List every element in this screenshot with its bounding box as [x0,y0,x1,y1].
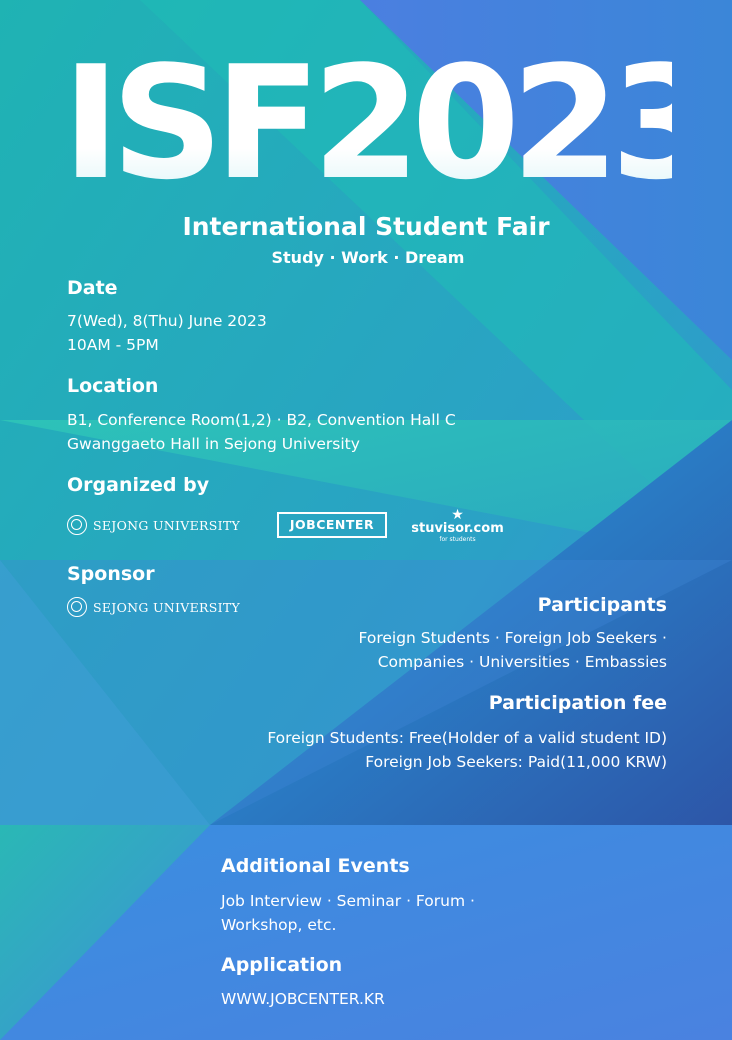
date-line-2: 10AM - 5PM [67,336,159,354]
event-subtitle: International Student Fair [182,212,550,241]
additional-events-line-2: Workshop, etc. [221,916,337,934]
sponsor-logo-text: SEJONG UNIVERSITY [93,599,241,615]
application-heading: Application [221,954,343,976]
fee-heading: Participation fee [488,692,667,714]
date-heading: Date [67,277,118,299]
seal-icon [67,515,87,535]
jobcenter-logo: JOBCENTER [277,512,387,538]
organized-by-heading: Organized by [67,474,210,496]
stuvisor-logo [410,508,505,543]
sponsor-sejong-logo [67,597,240,617]
fee-line-1: Foreign Students: Free(Holder of a valid student ID) [267,729,667,747]
fee-line-2: Foreign Job Seekers: Paid(11,000 KRW) [365,753,667,771]
sejong-university-logo [67,515,240,535]
seal-icon [67,597,87,617]
additional-events-line-1: Job Interview · Seminar · Forum · [221,892,475,910]
event-tagline: Study · Work · Dream [271,248,465,267]
stuvisor-logo-text: stuvisor.com [411,521,504,536]
participants-heading: Participants [537,594,667,616]
sponsor-heading: Sponsor [67,563,155,585]
location-heading: Location [67,375,159,397]
star-icon: ★ [451,507,464,523]
date-line-1: 7(Wed), 8(Thu) June 2023 [67,312,267,330]
participants-line-1: Foreign Students · Foreign Job Seekers · [358,629,667,647]
sejong-logo-text: SEJONG UNIVERSITY [93,517,241,533]
location-line-2: Gwanggaeto Hall in Sejong University [67,435,360,453]
stuvisor-logo-subtext: for students [439,536,476,543]
additional-events-heading: Additional Events [221,855,410,877]
location-line-1: B1, Conference Room(1,2) · B2, Convention Hall C [67,411,456,429]
participants-line-2: Companies · Universities · Embassies [377,653,667,671]
application-url[interactable]: WWW.JOBCENTER.KR [221,990,385,1008]
event-title: ISF2023 [62,32,711,214]
